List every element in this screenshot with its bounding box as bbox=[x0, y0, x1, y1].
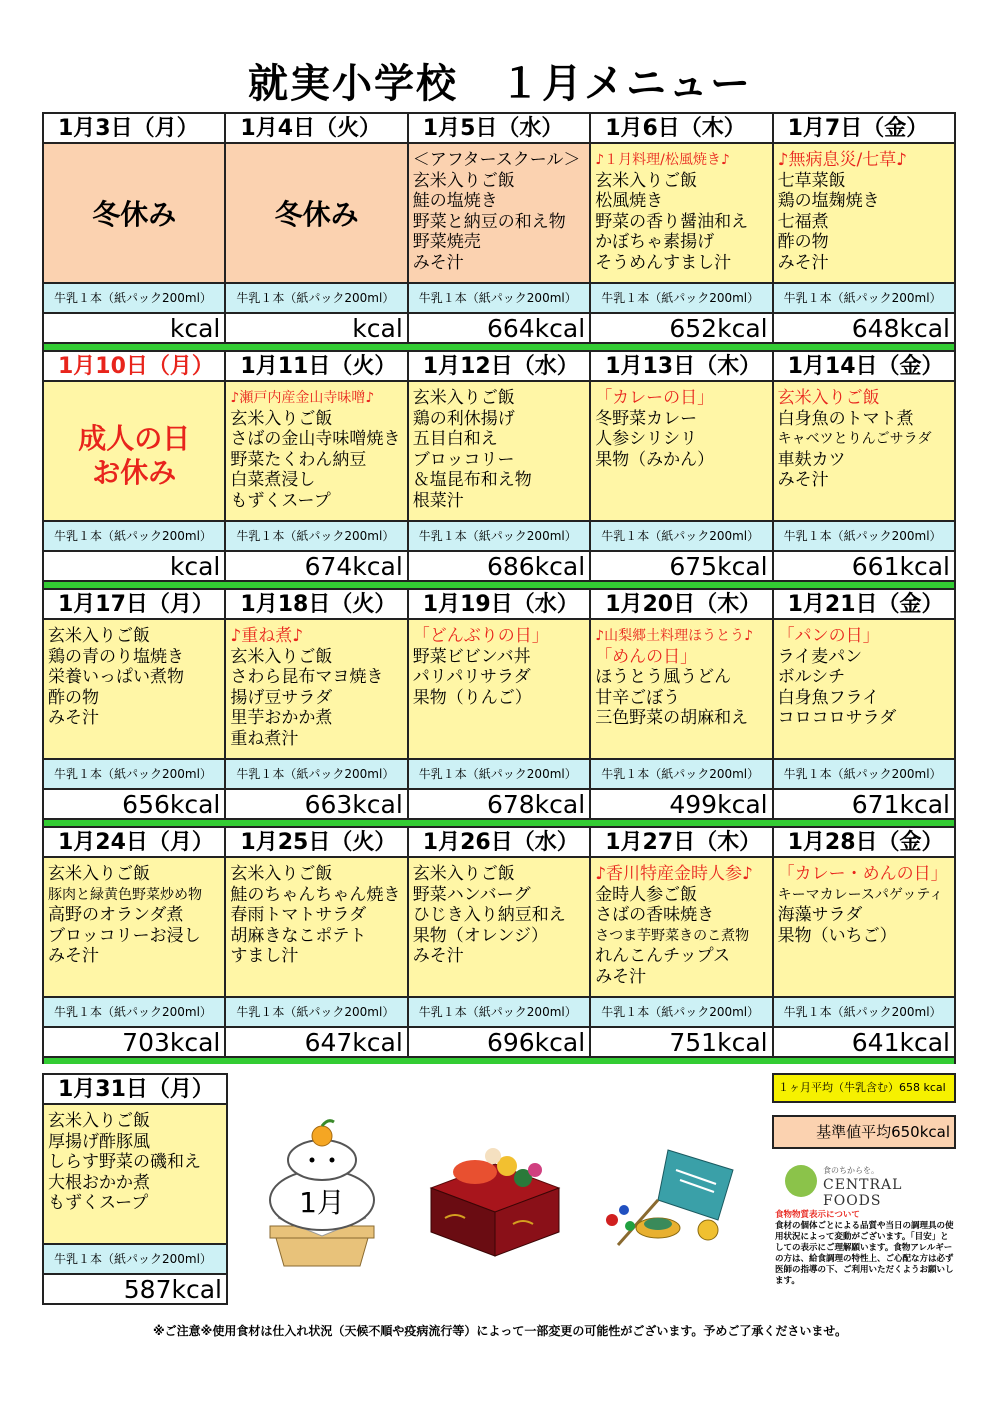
menu-item: 玄米入りご飯 bbox=[48, 864, 150, 884]
menu-item: 玄米入りご飯 bbox=[777, 388, 880, 408]
menu-cell bbox=[409, 382, 591, 522]
menu-item: もずくスープ bbox=[48, 1193, 149, 1213]
kcal-value: 664kcal bbox=[409, 314, 591, 344]
kcal-value: 652kcal bbox=[591, 314, 773, 344]
kcal-value: 663kcal bbox=[226, 790, 408, 820]
logo-name: CENTRAL FOODS bbox=[823, 1177, 903, 1209]
standard-average: 基準値平均650kcal bbox=[772, 1115, 956, 1149]
menu-item: 酢の物 bbox=[48, 687, 99, 708]
milk-label: 牛乳１本（紙パック200ml） bbox=[774, 284, 956, 314]
menu-item: 「めんの日」 bbox=[595, 646, 698, 667]
kcal-value: 499kcal bbox=[591, 790, 773, 820]
menu-item: 鶏の利休揚げ bbox=[412, 408, 515, 429]
menu-item: すまし汁 bbox=[230, 946, 299, 966]
kcal-value: 647kcal bbox=[226, 1028, 408, 1058]
date-header: 1月27日（木） bbox=[591, 826, 773, 858]
menu-item: 根菜汁 bbox=[412, 490, 464, 511]
week-row bbox=[42, 826, 956, 1058]
kcal-value: 661kcal bbox=[774, 552, 956, 582]
menu-item: 春雨トマトサラダ bbox=[230, 905, 367, 925]
menu-item: みそ汁 bbox=[595, 966, 647, 987]
menu-item: ブロッコリーお浸し bbox=[48, 925, 201, 946]
menu-item: 酢の物 bbox=[777, 232, 829, 252]
kcal-value: 751kcal bbox=[591, 1028, 773, 1058]
menu-item: 玄米入りご飯 bbox=[230, 646, 333, 667]
menu-item: 鶏の塩麹焼き bbox=[777, 191, 880, 211]
menu-cell bbox=[44, 382, 226, 522]
menu-item: 五目白和え bbox=[412, 429, 498, 449]
menu-item: 金時人参ご飯 bbox=[595, 884, 698, 905]
kcal-value: 648kcal bbox=[774, 314, 956, 344]
menu-item: 胡麻きなこポテト bbox=[230, 925, 367, 946]
menu-item: 豚肉と緑黄色野菜炒め物 bbox=[48, 886, 202, 903]
menu-item: 玄米入りご飯 bbox=[595, 170, 698, 191]
menu-item: 白菜煮浸し bbox=[230, 470, 316, 490]
kcal-value: kcal bbox=[226, 314, 408, 344]
kcal-value: kcal bbox=[44, 552, 226, 582]
milk-label: 牛乳１本（紙パック200ml） bbox=[226, 284, 408, 314]
milk-label: 牛乳１本（紙パック200ml） bbox=[44, 1245, 228, 1275]
menu-cell bbox=[226, 382, 408, 522]
monthly-average: １ヶ月平均（牛乳含む）658 kcal bbox=[772, 1073, 956, 1103]
menu-item: 「どんぶりの日」 bbox=[412, 626, 549, 646]
menu-item: 松風焼き bbox=[595, 191, 664, 211]
milk-label: 牛乳１本（紙パック200ml） bbox=[226, 998, 408, 1028]
menu-item: みそ汁 bbox=[48, 946, 99, 966]
menu-item: みそ汁 bbox=[48, 708, 99, 728]
menu-item: ライ麦パン bbox=[777, 646, 863, 667]
menu-cell bbox=[409, 858, 591, 998]
menu-item: ♪重ね煮♪ bbox=[230, 626, 304, 646]
menu-item: しらす野菜の磯和え bbox=[48, 1152, 201, 1172]
menu-cell bbox=[409, 144, 591, 284]
menu-item: 七福煮 bbox=[777, 211, 829, 232]
menu-item: 鮭の塩焼き bbox=[412, 191, 498, 211]
date-header: 1月3日（月） bbox=[44, 112, 226, 144]
menu-item: もずくスープ bbox=[230, 490, 331, 511]
milk-label: 牛乳１本（紙パック200ml） bbox=[591, 998, 773, 1028]
menu-item: 「カレー・めんの日」 bbox=[777, 864, 948, 884]
date-header: 1月25日（火） bbox=[226, 826, 408, 858]
menu-item: 白身魚フライ bbox=[777, 687, 880, 708]
menu-item: 野菜焼売 bbox=[412, 232, 481, 252]
menu-cell bbox=[44, 620, 226, 760]
allergy-heading: 食物物質表示について bbox=[775, 1210, 860, 1220]
menu-cell bbox=[226, 620, 408, 760]
new-year-toys-illustration bbox=[598, 1140, 738, 1250]
kcal-value: 674kcal bbox=[226, 552, 408, 582]
menu-item: 大根おかか煮 bbox=[48, 1172, 150, 1193]
menu-calendar bbox=[42, 112, 956, 1064]
kcal-value: 686kcal bbox=[409, 552, 591, 582]
kagami-label: 1月 bbox=[299, 1186, 345, 1219]
menu-item: 「カレーの日」 bbox=[595, 388, 715, 408]
milk-label: 牛乳１本（紙パック200ml） bbox=[409, 760, 591, 790]
menu-item: そうめんすまし汁 bbox=[595, 252, 732, 273]
holiday-label: 冬休み bbox=[92, 198, 177, 231]
date-header: 1月20日（木） bbox=[591, 588, 773, 620]
allergy-body: 食材の個体ごとによる品質や当日の調理具の使用状況によって変動がございます。「目安」としての表示にご理解願います。食物アレルギーの方は、給食調理の特性上、ご心配な方は必ず医師の指導の下、ご利用いただくようお願いします。 bbox=[775, 1221, 954, 1286]
footer-note: ※ご注意※使用食材は仕入れ状況（天候不順や疫病流行等）によって一部変更の可能性がございます。予めご了承くださいませ。 bbox=[152, 1324, 848, 1338]
menu-item: 果物（みかん） bbox=[595, 449, 715, 470]
menu-item: みそ汁 bbox=[777, 252, 829, 273]
menu-item: かぼちゃ素揚げ bbox=[595, 232, 715, 252]
menu-cell bbox=[774, 858, 956, 998]
menu-item: 野菜たくわん納豆 bbox=[230, 449, 367, 470]
menu-item: ♪香川特産金時人参♪ bbox=[595, 864, 753, 884]
menu-item: 人参シリシリ bbox=[595, 429, 698, 449]
menu-item: ひじき入り納豆和え bbox=[412, 905, 566, 925]
menu-item: 鮭のちゃんちゃん焼き bbox=[230, 884, 401, 905]
menu-item: 野菜ハンバーグ bbox=[412, 884, 531, 905]
menu-cell bbox=[44, 1105, 228, 1245]
kcal-value: 675kcal bbox=[591, 552, 773, 582]
milk-label: 牛乳１本（紙パック200ml） bbox=[591, 760, 773, 790]
menu-item: 玄米入りご飯 bbox=[48, 626, 150, 646]
milk-label: 牛乳１本（紙パック200ml） bbox=[44, 998, 226, 1028]
date-header: 1月26日（水） bbox=[409, 826, 591, 858]
date-header: 1月5日（水） bbox=[409, 112, 591, 144]
menu-item: ブロッコリー bbox=[412, 449, 515, 470]
menu-cell bbox=[226, 144, 408, 284]
menu-item: みそ汁 bbox=[777, 470, 829, 490]
menu-item: 三色野菜の胡麻和え bbox=[595, 708, 749, 728]
date-header: 1月31日（月） bbox=[44, 1073, 228, 1105]
page-title: 就実小学校 １月メニュー bbox=[248, 61, 752, 107]
kcal-value: 696kcal bbox=[409, 1028, 591, 1058]
menu-item: 果物（りんご） bbox=[412, 687, 532, 708]
kcal-value: 641kcal bbox=[774, 1028, 956, 1058]
holiday-label: 冬休み bbox=[274, 198, 359, 231]
menu-item: 鶏の青のり塩焼き bbox=[48, 646, 184, 667]
menu-item: ほうとう風うどん bbox=[595, 667, 732, 687]
date-header: 1月11日（火） bbox=[226, 350, 408, 382]
menu-item: 冬野菜カレー bbox=[595, 408, 698, 429]
menu-item: キャベツとりんごサラダ bbox=[777, 431, 932, 447]
menu-item: コロコロサラダ bbox=[777, 708, 897, 728]
date-header: 1月4日（火） bbox=[226, 112, 408, 144]
menu-item: 甘辛ごぼう bbox=[595, 687, 681, 708]
kcal-value: 703kcal bbox=[44, 1028, 226, 1058]
menu-item: キーマカレースパゲッティ bbox=[777, 886, 944, 903]
milk-label: 牛乳１本（紙パック200ml） bbox=[591, 284, 773, 314]
menu-item: 野菜の香り醤油和え bbox=[595, 211, 749, 232]
milk-label: 牛乳１本（紙パック200ml） bbox=[409, 522, 591, 552]
central-foods-logo bbox=[785, 1163, 960, 1209]
menu-item: 白身魚のトマト煮 bbox=[777, 408, 914, 429]
logo-tagline: 食のちからを。 bbox=[823, 1166, 879, 1175]
menu-item: 玄米入りご飯 bbox=[48, 1111, 150, 1131]
menu-cell bbox=[44, 858, 226, 998]
date-header: 1月14日（金） bbox=[774, 350, 956, 382]
menu-item: 里芋おかか煮 bbox=[230, 708, 333, 728]
date-header: 1月10日（月） bbox=[44, 350, 226, 382]
menu-item: 車麸カツ bbox=[777, 449, 846, 470]
menu-cell bbox=[591, 144, 773, 284]
summary-box bbox=[772, 1073, 956, 1149]
menu-item: 厚揚げ酢豚風 bbox=[48, 1131, 150, 1152]
milk-label: 牛乳１本（紙パック200ml） bbox=[591, 522, 773, 552]
week-separator bbox=[42, 1058, 956, 1064]
menu-item: みそ汁 bbox=[412, 252, 464, 273]
menu-cell bbox=[44, 144, 226, 284]
menu-item: ボルシチ bbox=[777, 667, 846, 687]
logo-mark-icon bbox=[785, 1165, 817, 1197]
menu-item: 野菜と納豆の和え物 bbox=[412, 211, 566, 232]
week-row bbox=[42, 350, 956, 582]
date-header: 1月19日（水） bbox=[409, 588, 591, 620]
milk-label: 牛乳１本（紙パック200ml） bbox=[774, 998, 956, 1028]
kcal-value: kcal bbox=[44, 314, 226, 344]
milk-label: 牛乳１本（紙パック200ml） bbox=[44, 284, 226, 314]
menu-item: ♪１月料理/松風焼き♪ bbox=[595, 152, 730, 168]
menu-item: 海藻サラダ bbox=[777, 905, 863, 925]
holiday-label: 成人の日 お休み bbox=[78, 422, 191, 489]
menu-item: 玄米入りご飯 bbox=[230, 408, 333, 429]
menu-item: 果物（オレンジ） bbox=[412, 925, 548, 946]
date-header: 1月28日（金） bbox=[774, 826, 956, 858]
menu-item: さばの金山寺味噌焼き bbox=[230, 429, 401, 449]
date-header: 1月18日（火） bbox=[226, 588, 408, 620]
menu-item: パリパリサラダ bbox=[412, 667, 531, 687]
menu-item: ＆塩昆布和え物 bbox=[412, 470, 532, 490]
date-header: 1月7日（金） bbox=[774, 112, 956, 144]
menu-item: 七草菜飯 bbox=[777, 170, 846, 191]
menu-item: 高野のオランダ煮 bbox=[48, 905, 184, 925]
menu-item: 玄米入りご飯 bbox=[412, 170, 515, 191]
menu-item: 重ね煮汁 bbox=[230, 728, 299, 749]
milk-label: 牛乳１本（紙パック200ml） bbox=[409, 998, 591, 1028]
week-row bbox=[42, 112, 956, 344]
date-header: 1月17日（月） bbox=[44, 588, 226, 620]
menu-item: 玄米入りご飯 bbox=[412, 864, 515, 884]
week-5 bbox=[42, 1073, 228, 1305]
date-header: 1月24日（月） bbox=[44, 826, 226, 858]
kcal-value: 671kcal bbox=[774, 790, 956, 820]
menu-item: ♪無病息災/七草♪ bbox=[777, 150, 908, 170]
menu-item: みそ汁 bbox=[412, 946, 464, 966]
milk-label: 牛乳１本（紙パック200ml） bbox=[226, 522, 408, 552]
menu-item: ♪山梨郷土料理ほうとう♪ bbox=[595, 628, 754, 644]
menu-item: ♪瀬戸内産金山寺味噌♪ bbox=[230, 390, 375, 406]
kcal-value: 587kcal bbox=[44, 1275, 228, 1305]
kcal-value: 656kcal bbox=[44, 790, 226, 820]
date-header: 1月12日（水） bbox=[409, 350, 591, 382]
date-header: 1月6日（木） bbox=[591, 112, 773, 144]
kcal-value: 678kcal bbox=[409, 790, 591, 820]
menu-cell bbox=[774, 620, 956, 760]
milk-label: 牛乳１本（紙パック200ml） bbox=[774, 522, 956, 552]
menu-cell bbox=[591, 858, 773, 998]
menu-item: 玄米入りご飯 bbox=[230, 864, 333, 884]
milk-label: 牛乳１本（紙パック200ml） bbox=[774, 760, 956, 790]
menu-item: さばの香味焼き bbox=[595, 905, 715, 925]
menu-item: 玄米入りご飯 bbox=[412, 388, 515, 408]
allergy-notice bbox=[775, 1210, 955, 1287]
menu-item: 揚げ豆サラダ bbox=[230, 687, 333, 708]
menu-cell bbox=[774, 144, 956, 284]
milk-label: 牛乳１本（紙パック200ml） bbox=[226, 760, 408, 790]
menu-item: ＜アフタースクール＞ bbox=[412, 150, 581, 170]
milk-label: 牛乳１本（紙パック200ml） bbox=[44, 522, 226, 552]
menu-cell bbox=[591, 620, 773, 760]
menu-item: れんこんチップス bbox=[595, 946, 730, 966]
menu-item: 野菜ビビンバ丼 bbox=[412, 646, 531, 667]
menu-item: さわら昆布マヨ焼き bbox=[230, 667, 384, 687]
menu-cell bbox=[591, 382, 773, 522]
menu-cell bbox=[226, 858, 408, 998]
milk-label: 牛乳１本（紙パック200ml） bbox=[44, 760, 226, 790]
menu-item: 栄養いっぱい煮物 bbox=[48, 667, 184, 687]
menu-cell bbox=[409, 620, 591, 760]
menu-item: 「パンの日」 bbox=[777, 626, 880, 646]
osechi-box-illustration bbox=[425, 1128, 565, 1258]
menu-item: 果物（いちご） bbox=[777, 925, 897, 946]
milk-label: 牛乳１本（紙パック200ml） bbox=[409, 284, 591, 314]
menu-item: さつま芋野菜きのこ煮物 bbox=[595, 927, 750, 944]
kagami-mochi-illustration bbox=[262, 1118, 382, 1268]
date-header: 1月21日（金） bbox=[774, 588, 956, 620]
menu-cell bbox=[774, 382, 956, 522]
week-row bbox=[42, 588, 956, 820]
date-header: 1月13日（木） bbox=[591, 350, 773, 382]
